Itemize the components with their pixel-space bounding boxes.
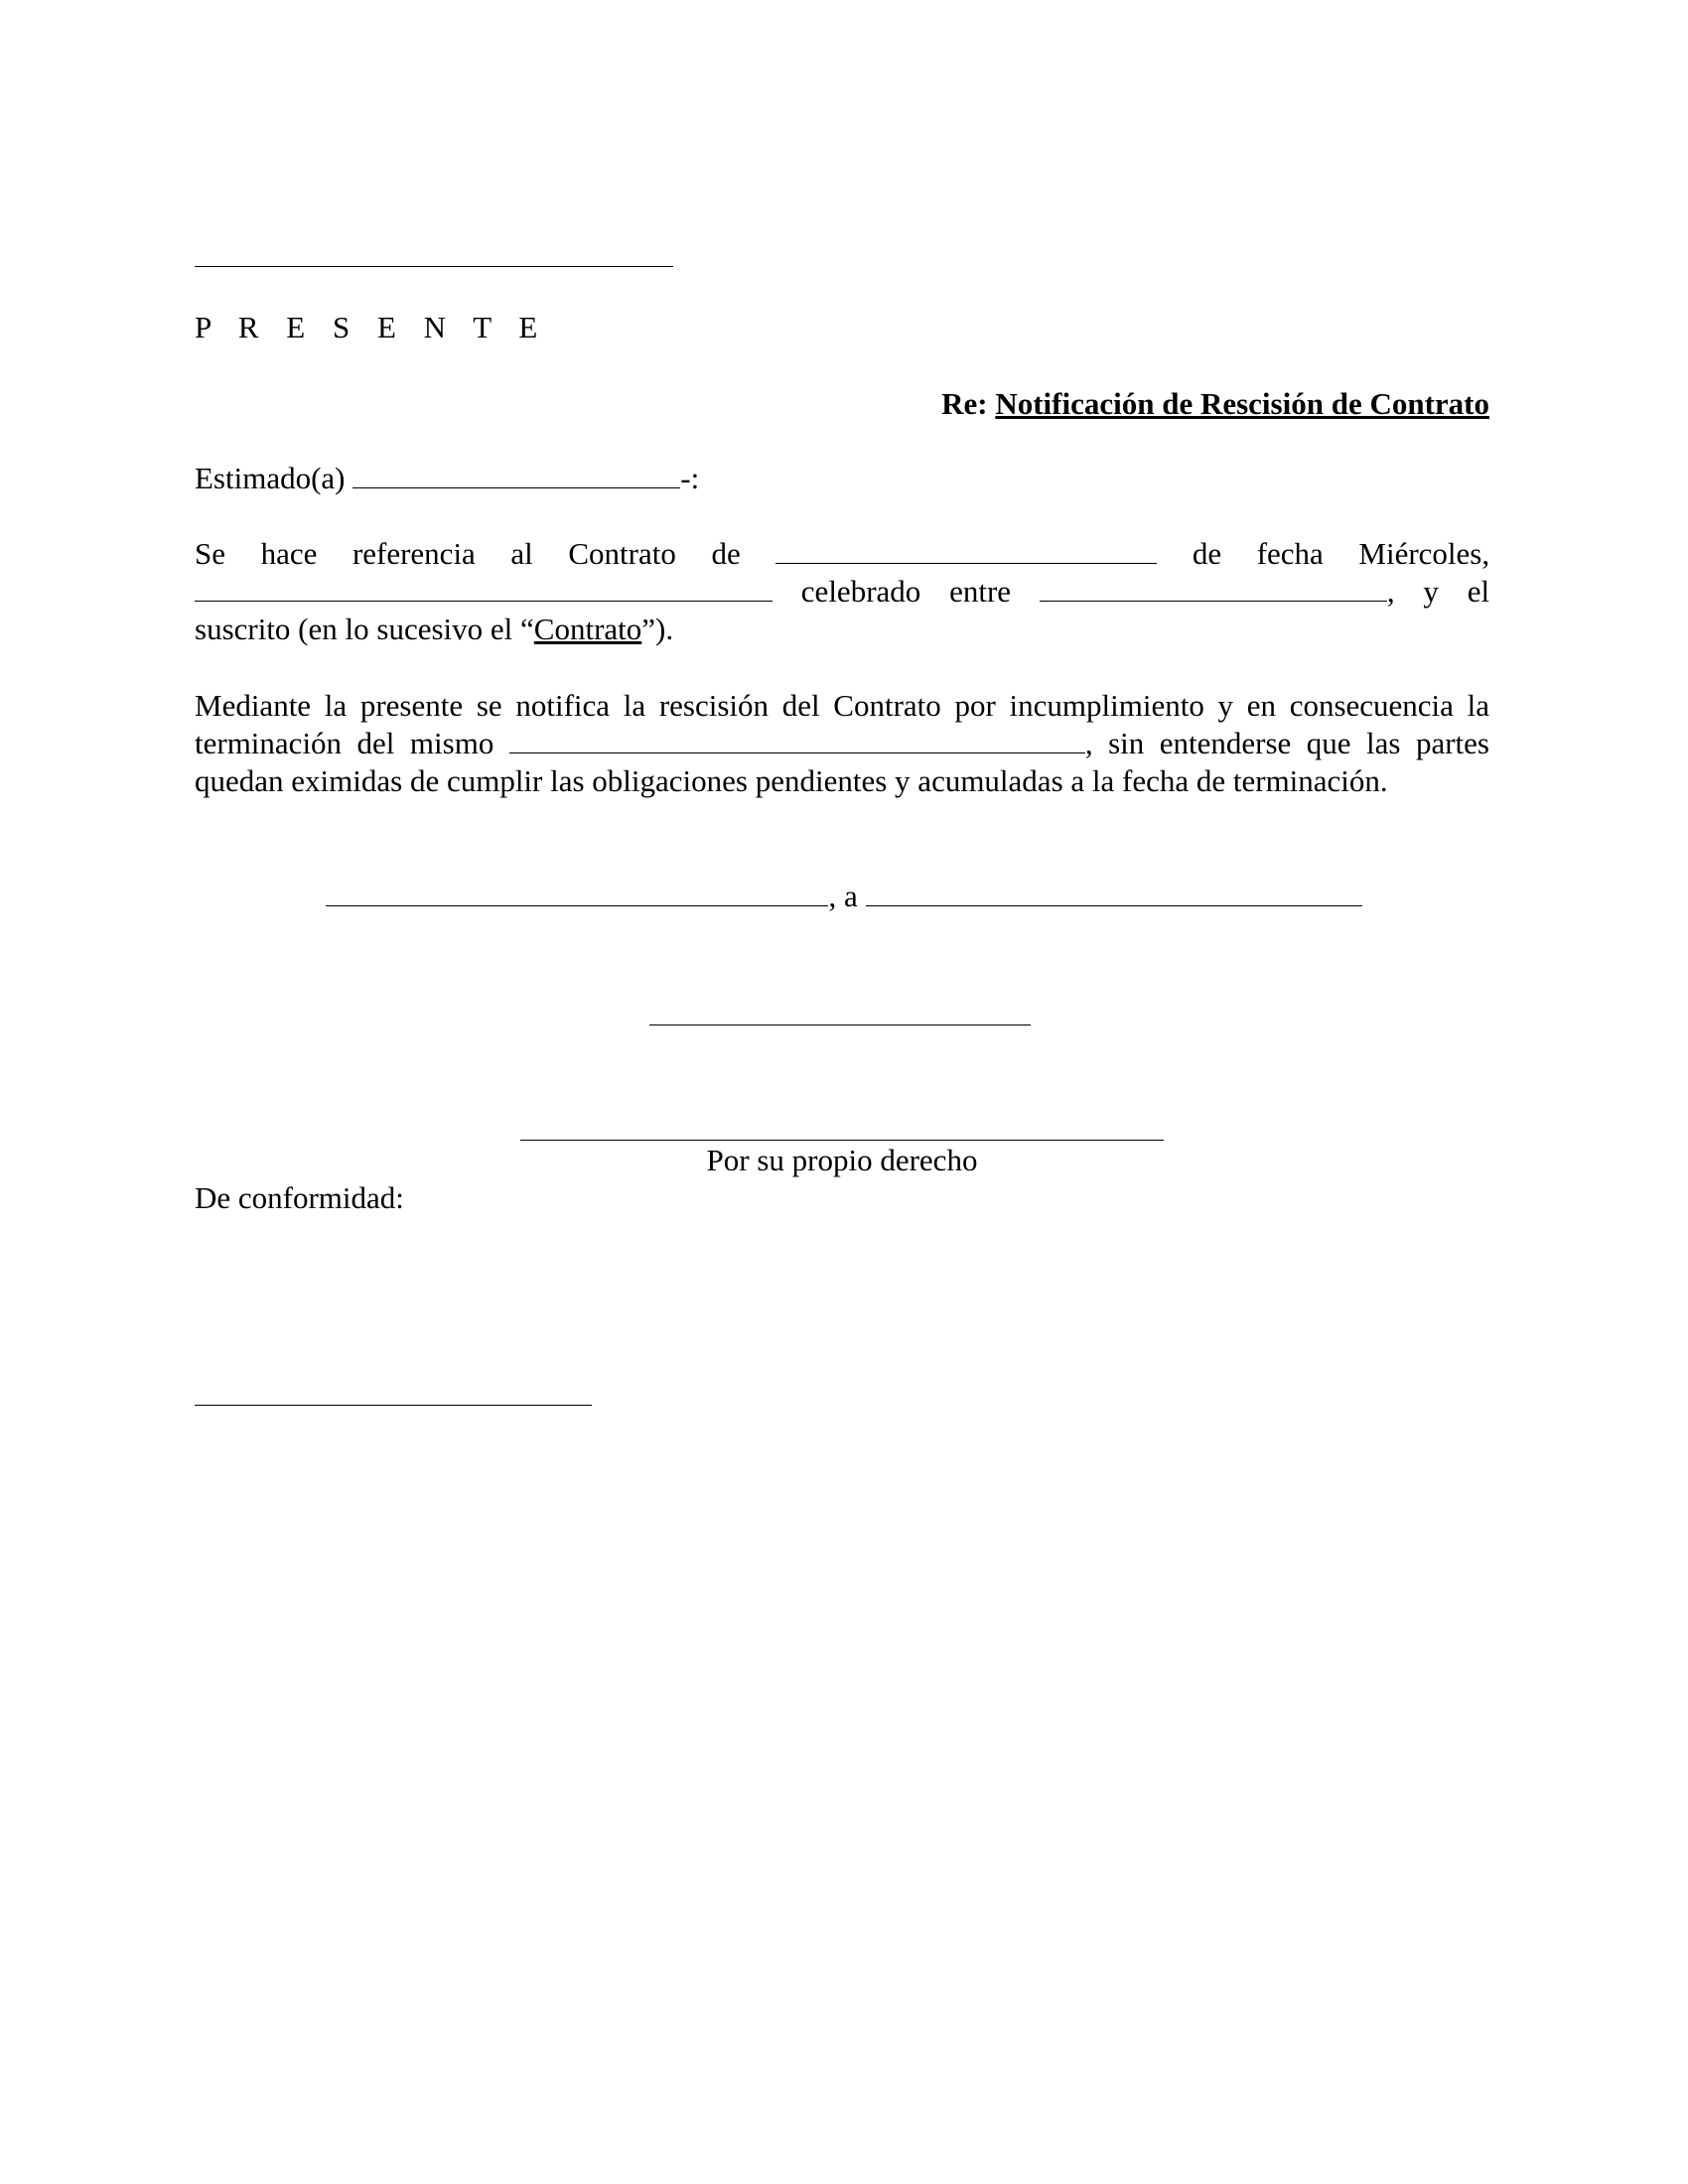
p1-word: celebrado xyxy=(800,574,921,609)
salutation-suffix: -: xyxy=(680,461,700,495)
p2-line2-end: , sin entenderse que las partes xyxy=(1084,726,1489,760)
subject-prefix: Re: xyxy=(941,386,988,421)
p1-line3-end: ”). xyxy=(641,612,674,646)
p2-line1: Mediante la presente se notifica la rescisión del Contrato por incumplimiento y en consecuencia la xyxy=(195,688,1489,723)
p1-line3-start: suscrito (en lo sucesivo el “ xyxy=(195,612,534,646)
p2-line2-start: terminación del mismo xyxy=(195,726,494,760)
place-date-line xyxy=(0,878,1688,915)
place-date-separator: , a xyxy=(828,879,858,913)
termination-date-blank xyxy=(509,727,1085,753)
salutation-estimado: Estimado(a) xyxy=(195,461,346,495)
p1-word: Contrato xyxy=(568,536,676,571)
p1-word: Miércoles, xyxy=(1358,536,1490,571)
p1-word: fecha xyxy=(1256,536,1324,571)
p1-line2 xyxy=(195,573,1489,611)
p1-word: entre xyxy=(949,574,1012,609)
p1-word: de xyxy=(1192,536,1222,571)
p1-word: de xyxy=(711,536,741,571)
counterparty-blank xyxy=(1040,575,1387,602)
p1-line1 xyxy=(195,535,1489,573)
p2-line3: quedan eximidas de cumplir las obligaciones pendientes y acumuladas a la fecha de terminación. xyxy=(195,763,1388,798)
conformity-label: De conformidad: xyxy=(195,1180,404,1215)
p1-word: Se xyxy=(195,536,225,571)
p1-word: hace xyxy=(260,536,318,571)
recipient-name-blank xyxy=(352,462,680,488)
conformity-signature-line xyxy=(195,1405,592,1406)
place-blank xyxy=(326,880,828,906)
p1-line3 xyxy=(195,611,673,648)
subject-title: Notificación de Rescisión de Contrato xyxy=(995,386,1489,421)
subject-line xyxy=(941,385,1489,423)
signature-caption: Por su propio derecho xyxy=(706,1143,978,1177)
p1-word: referencia xyxy=(352,536,476,571)
defined-term-contrato: Contrato xyxy=(533,612,642,646)
contract-type-blank xyxy=(775,537,1157,564)
date-blank xyxy=(866,880,1362,906)
sender-line xyxy=(649,1024,1031,1025)
salutation xyxy=(195,460,699,497)
p1-word: y xyxy=(1423,574,1439,609)
contract-date-blank xyxy=(195,575,773,602)
p1-comma: , xyxy=(1386,574,1395,609)
p1-word: el xyxy=(1467,574,1490,609)
addressee-line xyxy=(195,266,673,267)
p1-word: al xyxy=(510,536,533,571)
p2-line2 xyxy=(195,725,1489,762)
presente-heading: P R E S E N T E xyxy=(195,310,548,344)
signature-line xyxy=(520,1140,1164,1141)
